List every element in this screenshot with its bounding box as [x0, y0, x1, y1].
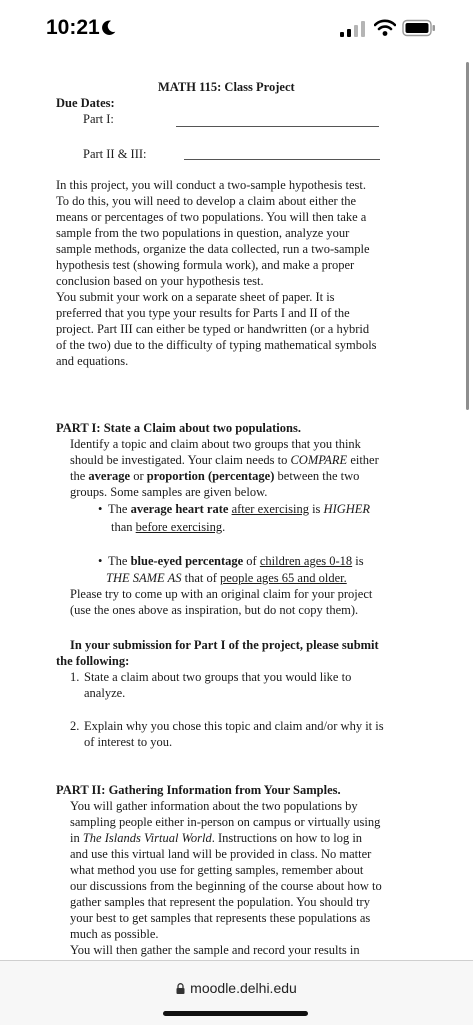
part2-heading: PART II: Gathering Information from Your Samples. [56, 783, 341, 797]
intro-line: of the two) due to the difficulty of typing mathematical symbols [56, 338, 377, 352]
list-number: 2. [70, 719, 80, 733]
document-title: MATH 115: Class Project [158, 80, 295, 94]
intro-line: To do this, you will need to develop a claim about either the [56, 194, 357, 208]
status-time: 10:21 [46, 16, 100, 39]
average-emphasis: average [88, 469, 131, 483]
part1-text: Identify a topic and claim about two groups that you think [70, 437, 361, 451]
part2-text: gather samples that represent the population. You should try [70, 895, 370, 909]
url-text: moodle.delhi.edu [190, 980, 297, 996]
example-claim-text: THE SAME AS that of people ages 65 and older. [106, 571, 347, 585]
bullet-icon: • [98, 554, 103, 568]
part1-text: groups. Some samples are given below. [70, 485, 268, 499]
wifi-icon [374, 19, 396, 37]
part1-text: (use the ones above as inspiration, but do not copy them). [70, 603, 359, 617]
list-text: Explain why you chose this topic and claim and/or why it is [84, 719, 384, 733]
compare-emphasis: COMPARE [290, 453, 348, 467]
submission-heading: In your submission for Part I of the project, please submit [70, 638, 379, 652]
address-bar[interactable] [0, 980, 473, 996]
cellular-signal-icon [339, 21, 367, 37]
intro-line: You submit your work on a separate sheet of paper. It is [56, 290, 335, 304]
part2-text: your best to get samples that represents these populations as [70, 911, 371, 925]
submission-heading: the following: [56, 654, 130, 668]
bullet-icon: • [98, 502, 103, 516]
intro-line: sample from the two populations in question, analyze your [56, 226, 350, 240]
part1-text: should be investigated. Your claim needs to COMPARE either [70, 453, 379, 467]
list-text: of interest to you. [84, 735, 173, 749]
example-claim-text: The average heart rate after exercising is HIGHER [108, 502, 371, 516]
example-claim-text: The blue-eyed percentage of children ages 0-18 is [108, 554, 364, 568]
battery-icon [402, 19, 436, 37]
part2-text: in The Islands Virtual World. Instructions on how to log in [70, 831, 363, 845]
due-dates-label: Due Dates: [56, 96, 115, 110]
proportion-emphasis: proportion (percentage) [146, 469, 275, 483]
part2-text: sampling people either in-person on campus or virtually using [70, 815, 381, 829]
part1-text: the average or proportion (percentage) between the two [70, 469, 360, 483]
moon-icon [100, 19, 117, 36]
intro-line: and equations. [56, 354, 129, 368]
pdf-document-view[interactable] [0, 60, 473, 964]
intro-line: means or percentages of two populations. You will then take a [56, 210, 367, 224]
intro-line: In this project, you will conduct a two-sample hypothesis test. [56, 178, 367, 192]
example-claim-text: than before exercising. [111, 520, 226, 534]
part2-text: and use this virtual land will be provided in class. No matter [70, 847, 372, 861]
part23-due-label: Part II & III: [83, 147, 147, 161]
part2-text: what method you use for getting samples, remember about [70, 863, 364, 877]
part1-due-blank [176, 126, 379, 127]
lock-icon [176, 983, 185, 994]
part2-text: You will gather information about the two populations by [70, 799, 358, 813]
part1-due-label: Part I: [83, 112, 114, 126]
intro-line: preferred that you type your results for Parts I and II of the [56, 306, 350, 320]
part2-text: our discussions from the beginning of the course about how to [70, 879, 382, 893]
part2-text: much as possible. [70, 927, 159, 941]
part23-due-blank [184, 159, 380, 160]
browser-bottom-bar [0, 960, 473, 1025]
list-text: State a claim about two groups that you would like to [84, 670, 352, 684]
part1-heading: PART I: State a Claim about two populations. [56, 421, 301, 435]
intro-line: project. Part III can either be typed or handwritten (or a hybrid [56, 322, 370, 336]
intro-line: conclusion based on your hypothesis test. [56, 274, 264, 288]
home-indicator[interactable] [163, 1011, 308, 1016]
intro-line: hypothesis test (showing formula work), and make a proper [56, 258, 355, 272]
part2-text: You will then gather the sample and record your results in [70, 943, 360, 957]
intro-line: sample methods, organize the data collected, run a two-sample [56, 242, 370, 256]
list-text: analyze. [84, 686, 126, 700]
part1-text: Please try to come up with an original claim for your project [70, 587, 373, 601]
status-bar [0, 0, 473, 60]
list-number: 1. [70, 670, 80, 684]
